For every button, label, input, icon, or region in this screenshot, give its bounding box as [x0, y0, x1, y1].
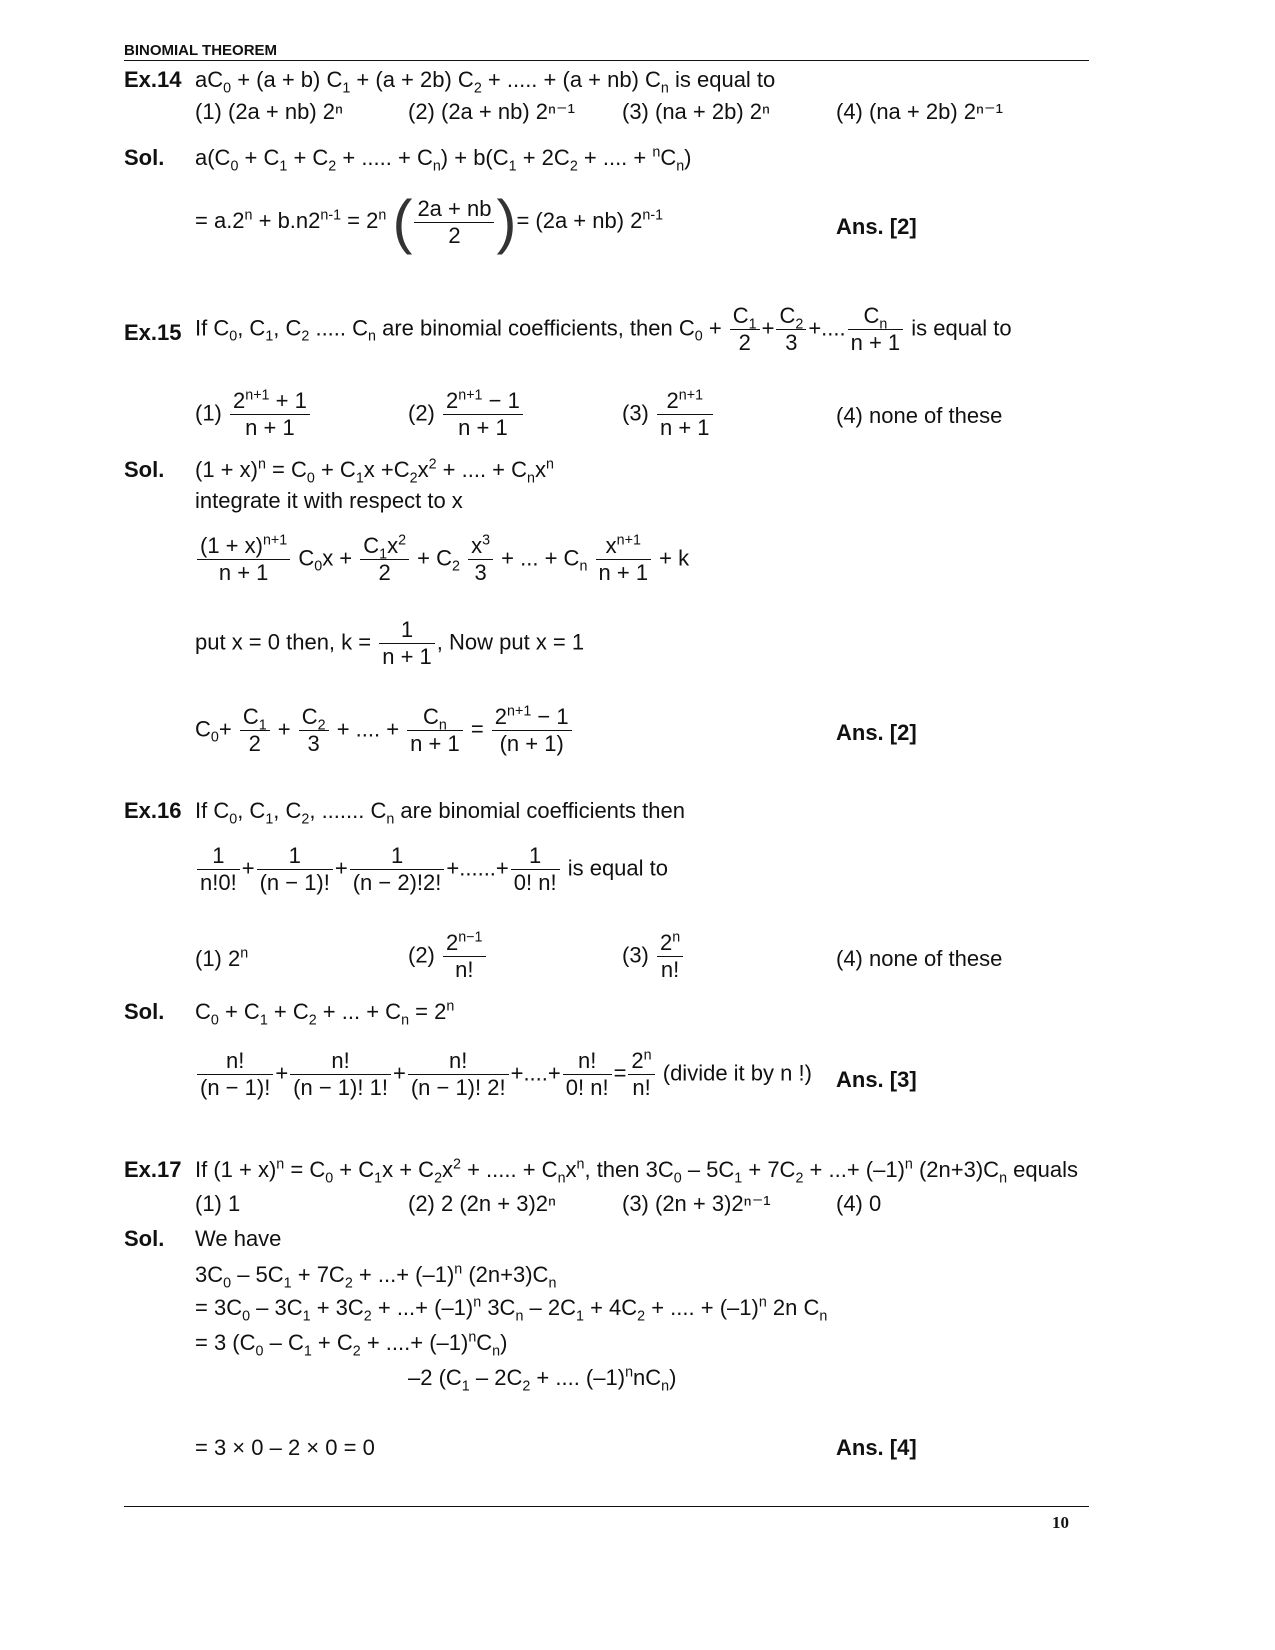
ex17-label: Ex.17 [124, 1157, 182, 1182]
ex16-sol-label: Sol. [124, 999, 165, 1024]
ex17-sol-line2: $3C_0 - 5C_1 + 7C_2$ + ...+ $(-1)^n$ $(2n+3)C_n$ [195, 1261, 557, 1292]
ex14-option-3: (3) (na + 2b) 2ⁿ [622, 99, 771, 124]
ex14-option-4: (4) (na + 2b) 2ⁿ⁻¹ [836, 99, 1003, 124]
ex15-sol-line1: $(1 + x)^n = C_0 + C_1x +C_2x^2$ + .... + $C_nx^n$ [195, 456, 554, 487]
ex16-question-expression: $\frac{1}{n!0!}$ + $\frac{1}{(n - 1)!}$ + $\frac{1}{(n - 2)!2!}$ +......+ $\frac{1}{0! n!}$ is equal to [195, 843, 668, 896]
ex16-answer: Ans. [3] [836, 1067, 917, 1092]
ex17-sol-line1: We have [195, 1226, 282, 1251]
ex16-label: Ex.16 [124, 798, 182, 823]
ex15-option-3: (3) $\frac{2^{n+1}}{n + 1}$ [622, 388, 715, 441]
ex15-question-tail: is equal to [911, 315, 1012, 341]
ex16-option-4: (4) none of these [836, 946, 1003, 971]
header-rule [124, 60, 1089, 61]
ex17-sol-line5: –2 ($C_1 - 2C_2$ + .... $(-1)^nnC_n$) [408, 1364, 677, 1395]
ex15-label: Ex.15 [124, 320, 182, 345]
page-number: 10 [1052, 1513, 1069, 1532]
ex16-question-tail: is equal to [567, 855, 668, 881]
ex15-option-1: (1) $\frac{2^{n+1} + 1}{n + 1}$ [195, 388, 312, 441]
ex16-sol-expression: $\frac{n!}{(n - 1)!}$ + $\frac{n!}{(n - 1)! 1!}$ + $\frac{n!}{(n - 1)! 2!}$ +....+ $\frac{n!}{0! n!}$ = $\frac{2^n}{n!}$ (divide it by n !) [195, 1048, 812, 1101]
ex15-sol-label: Sol. [124, 457, 165, 482]
ex17-option-4: (4) 0 [836, 1191, 882, 1216]
ex16-sol-line1: $C_0 + C_1 + C_2$ + ... + $C_n = 2^n$ [195, 998, 455, 1029]
ex17-sol-final: = 3 × 0 – 2 × 0 = 0 [195, 1435, 375, 1460]
ex14-answer: Ans. [2] [836, 214, 917, 239]
page-header-title: BINOMIAL THEOREM [124, 42, 278, 59]
ex16-option-2: (2) $\frac{2^{n-1}}{n!}$ [408, 930, 488, 983]
footer-rule [124, 1506, 1089, 1507]
ex15-question: If $C_0$, $C_1$, $C_2$ ..... $C_n$ are binomial coefficients, then $C_0$ + $\frac{C_1}{2}$ + $\frac{C_2}{3}$ +.... $\frac{C_n}{n + 1}$ is equal to [195, 303, 1012, 355]
ex15-sol-put-x: put x = 0 then, k = $\frac{1}{n + 1}$ , Now put x = 1 [195, 617, 585, 669]
ex17-question: If $(1 + x)^n = C_0 + C_1x + C_2x^2$ + ..... + $C_nx^n$, then $3C_0 - 5C_1 + 7C_2$ + ...+ $(-1)^n$ $(2n+3)C_n$ equals [195, 1156, 1078, 1187]
ex14-option-1: (1) (2a + nb) 2ⁿ [195, 99, 344, 124]
ex17-answer: Ans. [4] [836, 1435, 917, 1460]
ex16-question: If $C_0$, $C_1$, $C_2$, ....... $C_n$ are binomial coefficients then [195, 798, 685, 828]
ex16-option-3: (3) $\frac{2^n}{n!}$ [622, 930, 685, 983]
ex14-label: Ex.14 [124, 67, 182, 92]
ex15-option-2: (2) $\frac{2^{n+1} - 1}{n + 1}$ [408, 388, 525, 441]
ex14-option-2: (2) (2a + nb) 2ⁿ⁻¹ [408, 99, 575, 124]
ex17-sol-line3: = $3C_0 - 3C_1 + 3C_2$ + ...+ $(-1)^n$ $3C_n - 2C_1 + 4C_2$ + .... + $(-1)^n$ 2n $C_n$ [195, 1294, 828, 1325]
ex16-divide-note: (divide it by n !) [662, 1060, 812, 1086]
ex14-sol-label: Sol. [124, 145, 165, 170]
ex14-sol-line2: = $a.2^n + b.n2^{n-1} = 2^n$ ( $\frac{2a + nb}{2}$ )= (2a + nb) 2$^{n-1}$ [195, 188, 664, 255]
ex17-option-1: (1) 1 [195, 1191, 241, 1216]
ex15-answer: Ans. [2] [836, 720, 917, 745]
ex15-sol-result: $C_0+$ $\frac{C_1}{2}$ + $\frac{C_2}{3}$ + .... + $\frac{C_n}{n + 1}$ = $\frac{2^{n+1} - 1}{(n + 1)}$ [195, 704, 574, 757]
ex14-question: $aC_0 + (a + b) C_1 + (a + 2b) C_2$ + ..... + (a + nb) $C_n$ is equal to [195, 67, 776, 97]
ex16-option-1: (1) 2$^n$ [195, 945, 249, 971]
ex14-sol-line1: $a(C_0 + C_1 + C_2$ + ..... + $C_n) + b(C_1 + 2C_2$ + .... + $^nC_n$) [195, 144, 692, 175]
ex17-option-2: (2) 2 (2n + 3)2ⁿ [408, 1191, 557, 1216]
ex15-option-4: (4) none of these [836, 403, 1003, 428]
ex17-option-3: (3) (2n + 3)2ⁿ⁻¹ [622, 1191, 771, 1216]
ex15-sol-line2: integrate it with respect to x [195, 488, 463, 513]
ex17-sol-label: Sol. [124, 1226, 165, 1251]
ex17-sol-line4: = 3 ($C_0 - C_1 + C_2$ + ....+ $(-1)^nC_n$) [195, 1329, 508, 1360]
ex15-sol-integral: $\frac{(1 + x)^{n+1}}{n + 1}$ $C_0x$ + $\frac{C_1x^2}{2}$ + $C_2$ $\frac{x^3}{3}$ + ... + $C_n$ $\frac{x^{n+1}}{n + 1}$ + k [195, 533, 689, 586]
